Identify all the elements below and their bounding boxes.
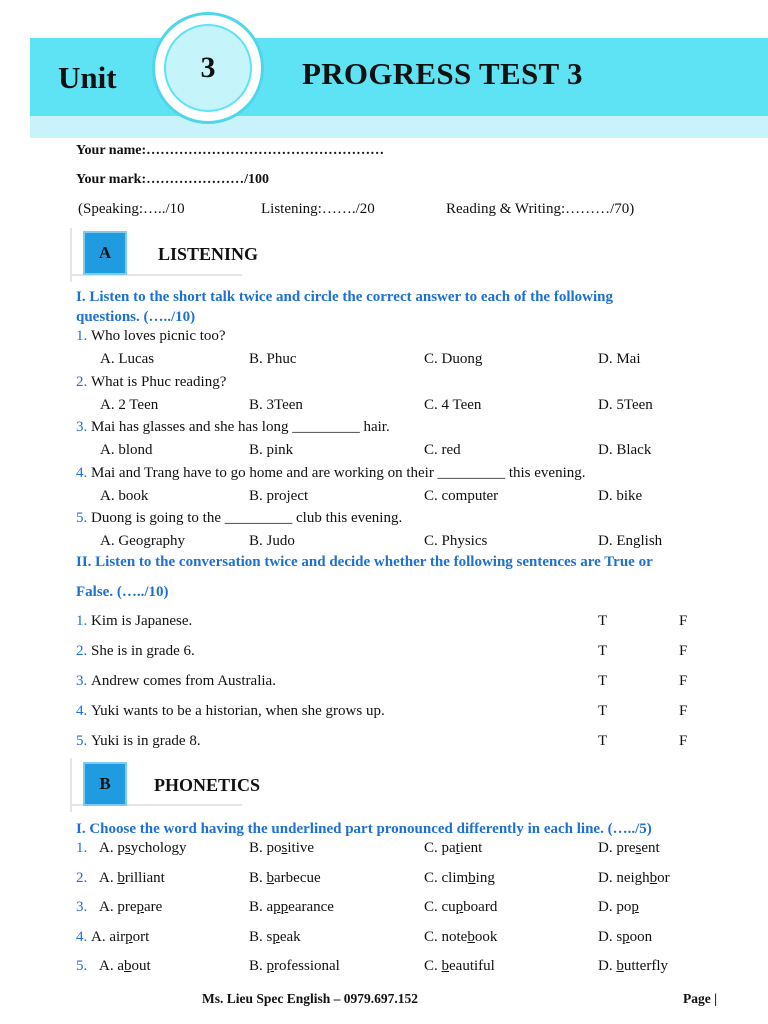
- word-part: D. neigh: [598, 869, 650, 886]
- phonetic-option[interactable]: [598, 868, 670, 888]
- underlined-letters: b: [649, 869, 658, 886]
- word-part: ing: [475, 869, 495, 886]
- underlined-letters: p: [136, 899, 144, 915]
- phonetic-option[interactable]: [598, 897, 639, 917]
- word-part: are: [144, 899, 163, 915]
- false-option[interactable]: F: [679, 703, 688, 719]
- word-part: out: [131, 958, 151, 974]
- answer-option[interactable]: A. blond: [100, 442, 153, 458]
- false-option[interactable]: F: [679, 613, 688, 629]
- question-text: Mai and Trang have to go home and are working on their _________ this evening.: [91, 464, 586, 481]
- word-part: oon: [629, 928, 653, 945]
- underlined-letters: pp: [273, 899, 289, 915]
- true-option[interactable]: T: [598, 613, 608, 629]
- row-number: 1.: [76, 840, 88, 856]
- listening-part1-instruction-cont: questions. (…../10): [76, 309, 196, 325]
- answer-option[interactable]: C. computer: [424, 487, 499, 504]
- word-part: C.: [424, 958, 442, 974]
- underlined-letters: p: [455, 899, 464, 915]
- answer-option[interactable]: B. 3Teen: [249, 396, 303, 413]
- section-a-title: LISTENING: [158, 244, 259, 264]
- word-part: eautiful: [449, 958, 495, 974]
- word-part: B.: [249, 958, 267, 974]
- false-option[interactable]: F: [679, 733, 688, 749]
- row-number: 2.: [76, 869, 88, 886]
- row-number: 4.: [76, 928, 88, 945]
- word-part: D. pre: [598, 840, 636, 856]
- page-title: PROGRESS TEST 3: [302, 56, 583, 91]
- phonetic-option[interactable]: [99, 868, 165, 888]
- word-part: ychology: [130, 840, 187, 856]
- word-part: B.: [249, 869, 267, 886]
- statement-text: Andrew comes from Australia.: [91, 673, 276, 689]
- answer-option[interactable]: D. 5Teen: [598, 396, 653, 413]
- word-part: rilliant: [124, 869, 165, 886]
- listening-part2-instruction-cont: False. (…../10): [76, 584, 169, 600]
- question-number: 2.: [76, 373, 88, 390]
- item-number: 1.: [76, 613, 88, 629]
- word-part: arbecue: [274, 869, 321, 886]
- section-b-title: PHONETICS: [154, 775, 261, 795]
- answer-option[interactable]: A. book: [100, 487, 149, 504]
- word-part: earance: [288, 899, 334, 915]
- phonetic-option[interactable]: [99, 838, 187, 858]
- section-a-letter: A: [98, 243, 112, 262]
- underlined-letters: p: [266, 958, 275, 974]
- word-part: ort: [132, 928, 150, 945]
- mark-line: Your mark:…………………/100: [76, 172, 270, 187]
- underlined-letters: b: [616, 958, 624, 974]
- row-number: 5.: [76, 958, 88, 974]
- question-text: What is Phuc reading?: [91, 373, 227, 390]
- phonetic-option[interactable]: [249, 868, 321, 888]
- listening-part1-instruction: I. Listen to the short talk twice and circle the correct answer to each of the following: [76, 289, 613, 305]
- answer-option[interactable]: C. 4 Teen: [424, 396, 482, 413]
- phonetics-part1-instruction: I. Choose the word having the underlined part pronounced differently in each line. (…../5): [76, 821, 652, 837]
- answer-option[interactable]: D. English: [598, 533, 663, 549]
- reading-writing-score: Reading & Writing:………/70): [446, 201, 635, 217]
- phonetic-option[interactable]: [99, 956, 151, 976]
- word-part: utterfly: [623, 958, 668, 974]
- false-option[interactable]: F: [679, 673, 688, 689]
- answer-option[interactable]: B. Judo: [249, 533, 295, 549]
- speaking-score: (Speaking:…../10: [78, 201, 185, 217]
- word-part: B. po: [249, 840, 282, 856]
- item-number: 2.: [76, 643, 88, 659]
- true-option[interactable]: T: [598, 673, 608, 689]
- answer-option[interactable]: A. Geography: [100, 533, 185, 549]
- name-line: Your name:……………………………………………: [76, 143, 385, 158]
- word-part: B. s: [249, 928, 273, 945]
- word-part: C. note: [424, 928, 468, 945]
- answer-option[interactable]: A. Lucas: [100, 351, 155, 367]
- word-part: C. pa: [424, 840, 456, 856]
- item-number: 3.: [76, 673, 88, 689]
- underlined-letters: t: [455, 840, 460, 856]
- phonetic-option[interactable]: [598, 956, 668, 976]
- statement-text: Yuki is in grade 8.: [91, 733, 201, 749]
- true-option[interactable]: T: [598, 703, 608, 719]
- false-option[interactable]: F: [679, 643, 688, 659]
- answer-option[interactable]: D. Mai: [598, 351, 641, 367]
- section-b-letter: B: [99, 774, 111, 793]
- answer-option[interactable]: B. Phuc: [249, 351, 297, 367]
- underlined-letters: b: [468, 869, 476, 886]
- answer-option[interactable]: D. bike: [598, 487, 643, 504]
- phonetic-option[interactable]: [249, 838, 314, 858]
- underlined-letters: p: [272, 928, 280, 945]
- word-part: ook: [474, 928, 498, 945]
- phonetic-option[interactable]: [249, 927, 301, 947]
- unit-number: 3: [200, 51, 216, 84]
- question-text: Duong is going to the _________ club this evening.: [91, 510, 403, 526]
- underlined-letters: b: [124, 958, 132, 974]
- phonetic-option[interactable]: [91, 927, 149, 947]
- question-number: 5.: [76, 510, 88, 526]
- listening-score: Listening:……./20: [261, 201, 375, 217]
- phonetic-option[interactable]: [249, 956, 340, 976]
- phonetic-option[interactable]: [424, 897, 497, 917]
- answer-option[interactable]: D. Black: [598, 442, 652, 458]
- underlined-letters: s: [281, 840, 288, 856]
- word-part: ient: [459, 840, 483, 856]
- underlined-letters: p: [125, 928, 133, 945]
- underlined-letters: p: [622, 928, 630, 945]
- underlined-letters: b: [467, 928, 475, 945]
- word-part: board: [463, 899, 498, 915]
- true-option[interactable]: T: [598, 643, 608, 659]
- phonetic-option[interactable]: [424, 927, 497, 947]
- listening-part2-instruction: II. Listen to the conversation twice and decide whether the following sentences are True or: [76, 554, 653, 570]
- footer-author: Ms. Lieu Spec English – 0979.697.152: [202, 991, 419, 1006]
- phonetic-option[interactable]: [598, 838, 660, 858]
- item-number: 4.: [76, 703, 88, 719]
- statement-text: Kim is Japanese.: [91, 613, 193, 629]
- word-part: rofessional: [274, 958, 340, 974]
- question-text: Mai has glasses and she has long _________ hair.: [91, 419, 390, 435]
- word-part: A. a: [99, 958, 124, 974]
- question-number: 1.: [76, 328, 88, 344]
- phonetic-option[interactable]: [249, 897, 334, 917]
- answer-option[interactable]: C. red: [424, 442, 461, 458]
- word-part: itive: [287, 840, 315, 856]
- word-part: eak: [279, 928, 301, 945]
- phonetic-option[interactable]: [424, 838, 482, 858]
- word-part: A.: [99, 869, 118, 886]
- word-part: ent: [641, 840, 660, 856]
- header-banner-strip: [30, 116, 768, 138]
- word-part: D.: [598, 958, 617, 974]
- word-part: C. cu: [424, 899, 456, 915]
- underlined-letters: b: [117, 869, 125, 886]
- question-text: Who loves picnic too?: [91, 328, 226, 344]
- phonetic-option[interactable]: [424, 956, 495, 976]
- footer-page: Page |: [683, 991, 718, 1006]
- word-part: D. s: [598, 928, 623, 945]
- word-part: A. pre: [99, 899, 137, 915]
- word-part: A. air: [91, 928, 126, 945]
- question-number: 4.: [76, 464, 88, 481]
- item-number: 5.: [76, 733, 88, 749]
- word-part: D. po: [598, 899, 632, 915]
- unit-label: Unit: [58, 60, 117, 95]
- answer-option[interactable]: B. pink: [249, 442, 294, 458]
- phonetic-option[interactable]: [598, 927, 652, 947]
- answer-option[interactable]: B. project: [249, 487, 309, 504]
- phonetic-option[interactable]: [99, 897, 162, 917]
- word-part: or: [657, 869, 670, 886]
- question-number: 3.: [76, 419, 88, 435]
- underlined-letters: b: [441, 958, 450, 974]
- row-number: 3.: [76, 899, 88, 915]
- underlined-letters: p: [631, 899, 639, 915]
- underlined-letters: s: [635, 840, 642, 856]
- underlined-letters: s: [124, 840, 131, 856]
- word-part: A. p: [99, 840, 125, 856]
- answer-option[interactable]: A. 2 Teen: [100, 396, 159, 413]
- statement-text: She is in grade 6.: [91, 643, 195, 659]
- answer-option[interactable]: C. Duong: [424, 351, 483, 367]
- word-part: B. a: [249, 899, 274, 915]
- underlined-letters: b: [266, 869, 275, 886]
- answer-option[interactable]: C. Physics: [424, 533, 488, 549]
- phonetic-option[interactable]: [424, 868, 495, 888]
- true-option[interactable]: T: [598, 733, 608, 749]
- statement-text: Yuki wants to be a historian, when she grows up.: [91, 703, 385, 719]
- word-part: C. clim: [424, 869, 469, 886]
